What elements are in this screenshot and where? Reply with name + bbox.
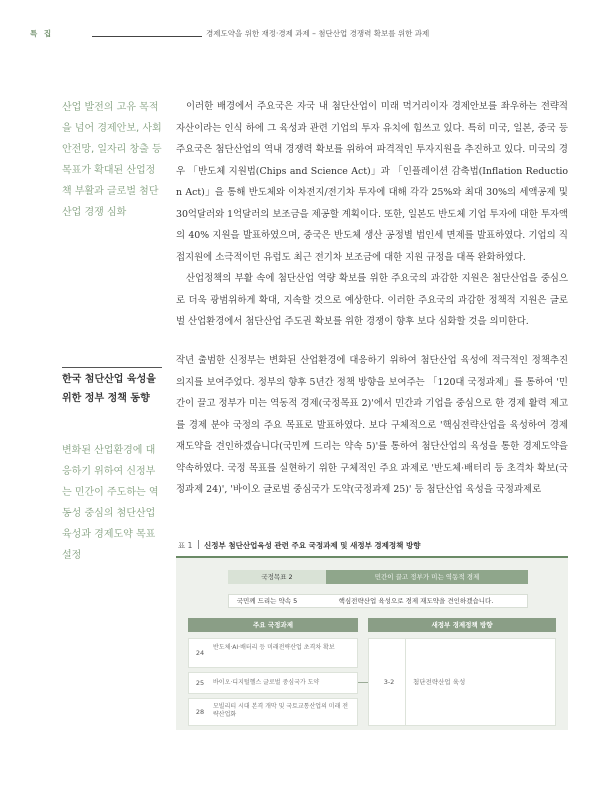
task-row — [188, 638, 358, 668]
task-label: 모빌리티 시대 본격 개막 및 국토교통산업의 미래 전략산업화 — [213, 703, 349, 718]
section-tag: 특 집 — [30, 29, 54, 38]
running-title: 경제도약을 위한 재정·경제 과제 – 첨단산업 경쟁력 확보를 위한 과제 — [206, 29, 430, 38]
column-header-policy: 새정부 경제정책 방향 — [368, 618, 556, 632]
body-paragraph-3: 작년 출범한 신정부는 변화된 산업환경에 대응하기 위하여 첨단산업 육성에 적극적인 정책추진 의지를 보여주었다. 정부의 향후 5년간 정책 방향을 보여주는 「120대 국정과제」를 통하여 '민간이 끌고 정부가 미는 역동적 경제(국정목표 2)'에서 민간과 기업을 중심으로 한 경제 활력 제고를 경제 분야 국정의 주요 목표로 발표하였다. 보다 구체적으로 '핵심전략산업을 육성하여 경제 재도약을 견인하겠습니다(국민께 드리는 약속 5)'를 통하여 첨단산업의 육성을 통한 경제도약을 약속하였다. 국정 목표를 실현하기 위한 구체적인 주요 과제로 '반도체·배터리 등 초격차 확보(국정과제 24)', '바이오 글로벌 중심국가 도약(국정과제 25)' 등 첨단산업 육성을 국정과제로 — [176, 355, 568, 495]
header-rule — [92, 36, 202, 37]
table-label: 표 1 — [178, 541, 193, 550]
task-number: 24 — [195, 649, 205, 657]
promise-text: 핵심전략산업 육성으로 경제 재도약을 견인하겠습니다. — [338, 597, 494, 605]
task-row — [188, 698, 358, 726]
promise-label: 국민께 드리는 약속 5 — [236, 597, 298, 605]
sidebar-summary-2: 변화된 산업환경에 대응하기 위하여 신정부는 민간이 주도하는 역동성 중심의 첨단산업 육성과 경제도약 목표 설정 — [62, 445, 159, 561]
table-caption — [176, 538, 568, 552]
sidebar-summary-1: 산업 발전의 고유 목적을 넘어 경제안보, 사회 안전망, 일자리 창출 등 목표가 확대된 산업정책 부활과 글로벌 첨단산업 경쟁 심화 — [62, 102, 162, 218]
table-caption-text: 신정부 첨단산업육성 관련 주요 국정과제 및 새정부 경제정책 방향 — [204, 541, 421, 550]
task-label: 바이오·디지털헬스 글로벌 중심국가 도약 — [213, 679, 320, 686]
policy-table — [176, 556, 568, 730]
policy-label: 첨단전략산업 육성 — [413, 678, 466, 686]
sidebar-heading-rule — [62, 367, 162, 368]
caption-separator — [198, 540, 199, 549]
task-number: 25 — [195, 679, 205, 687]
task-number: 28 — [195, 708, 205, 716]
policy-number: 3-2 — [383, 678, 395, 686]
page-header — [30, 28, 570, 42]
body-paragraph-2: 산업정책의 부활 속에 첨단산업 역량 확보를 위한 주요국의 과감한 지원은 첨단산업을 중심으로 더욱 광범위하게 확대, 지속할 것으로 예상한다. 이러한 주요국의 과감한 정책적 지원은 글로벌 산업환경에서 첨단산업 주도권 확보를 위한 경쟁이 향후 보다 심화할 것을 의미한다. — [176, 273, 568, 327]
policy-direction-cell — [368, 638, 556, 726]
goal-label: 국정목표 2 — [228, 570, 326, 584]
column-header-tasks: 주요 국정과제 — [188, 618, 358, 632]
promise-row — [228, 594, 528, 608]
national-goal-row — [228, 570, 528, 584]
sidebar-section-heading: 한국 첨단산업 육성을 위한 정부 정책 동향 — [62, 374, 156, 404]
body-paragraph-1: 이러한 배경에서 주요국은 자국 내 첨단산업이 미래 먹거리이자 경제안보를 좌우하는 전략적 자산이라는 인식 하에 그 육성과 관련 기업의 투자 유치에 힘쓰고 있다. 특히 미국, 일본, 중국 등 주요국은 첨단산업의 역내 경쟁력 확보를 위하여 파격적인 투자지원을 추진하고 있다. 미국의 경우 「반도체 지원법(Chips and Science Act)」과 「인플레이션 감축법(Inflation Reduction Act)」을 통해 반도체와 이차전지/전기차 투자에 대해 각각 25%와 최대 30%의 세액공제 및 30억달러와 1억달러의 보조금을 제공할 계획이다. 또한, 일본도 반도체 기업 투자에 대한 투자액의 40% 지원을 발표하였으며, 중국은 반도체 생산 공정별 법인세 면제를 발표하였다. 기업의 직접지원에 소극적이던 유럽도 최근 전기차 보조금에 대한 지원 규정을 대폭 완화하였다. — [176, 101, 568, 263]
goal-text: 민간이 끌고 정부가 미는 역동적 경제 — [374, 573, 480, 581]
row-connector — [358, 682, 368, 683]
task-row — [188, 672, 358, 694]
task-label: 반도체·AI·배터리 등 미래전략산업 초격차 확보 — [213, 644, 335, 651]
policy-separator — [405, 639, 406, 725]
